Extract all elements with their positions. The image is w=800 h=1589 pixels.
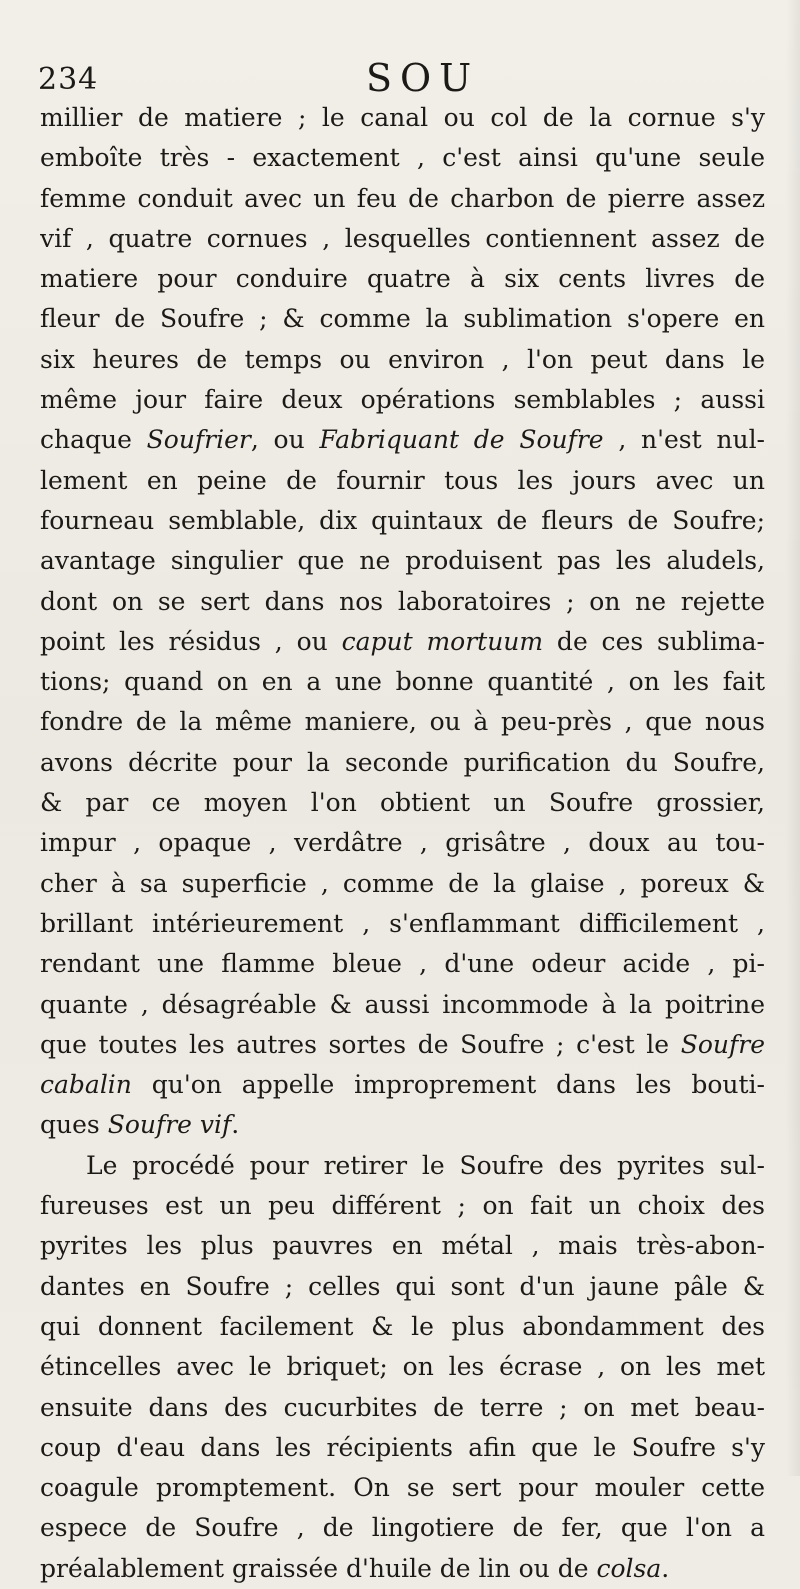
body-text [40, 98, 765, 1589]
text-line: qui donnent facilement & le plus abondamment des [40, 1311, 765, 1341]
text-line: lement en peine de fournir tous les jours avec un [40, 465, 765, 495]
text-line: avantage singulier que ne produisent pas les aludels, [40, 546, 765, 576]
italic-text: cabalin [40, 1070, 132, 1100]
text-segment: qu'on appelle improprement dans les bouti- [131, 1070, 765, 1100]
text-line: fondre de la même maniere, ou à peu-près , que nous [40, 707, 765, 737]
text-line [40, 1549, 765, 1589]
text-line: brillant intérieurement , s'enflammant difficilement , [40, 908, 765, 938]
italic-text: Soufre [680, 1029, 765, 1059]
text-line: quante , désagréable & aussi incommode à la poitrine [40, 989, 765, 1019]
italic-text: Soufrier [146, 425, 251, 455]
text-line: Le procédé pour retirer le Soufre des pyrites sul- [86, 1150, 765, 1180]
italic-text: Fabriquant de Soufre [319, 425, 604, 455]
text-line: même jour faire deux opérations semblables ; aussi [40, 385, 765, 415]
text-line: fureuses est un peu différent ; on fait un choix des [40, 1191, 765, 1221]
text-segment: . [231, 1110, 240, 1140]
text-line: espece de Soufre , de lingotiere de fer, que l'on a [40, 1513, 765, 1543]
text-line: fourneau semblable, dix quintaux de fleurs de Soufre; [40, 505, 765, 535]
text-line [40, 1065, 765, 1105]
text-line: emboîte très - exactement , c'est ainsi qu'une seule [40, 143, 765, 173]
text-segment: , ou [250, 425, 320, 455]
text-line [40, 1105, 765, 1145]
text-line: ensuite dans des cucurbites de terre ; on met beau- [40, 1392, 765, 1422]
text-segment: que toutes les autres sortes de Soufre ; c'est le [40, 1029, 681, 1059]
page-number: 234 [38, 62, 99, 97]
text-line: impur , opaque , verdâtre , grisâtre , doux au tou- [40, 828, 765, 858]
text-segment: de ces sublima- [543, 626, 765, 656]
text-line: femme conduit avec un feu de charbon de pierre assez [40, 183, 765, 213]
text-line: coagule promptement. On se sert pour mouler cette [40, 1473, 765, 1503]
text-line: pyrites les plus pauvres en métal , mais très-abon- [40, 1231, 765, 1261]
text-segment: , n'est nul- [603, 425, 765, 455]
text-line: tions; quand on en a une bonne quantité , on les fait [40, 667, 765, 697]
text-line [40, 420, 765, 460]
italic-text: caput mortuum [341, 626, 544, 656]
text-segment: chaque [40, 425, 147, 455]
text-line: matiere pour conduire quatre à six cents livres de [40, 264, 765, 294]
text-line: six heures de temps ou environ , l'on peut dans le [40, 344, 765, 374]
text-line: cher à sa superficie , comme de la glaise , poreux & [40, 868, 765, 898]
text-line: dantes en Soufre ; celles qui sont d'un jaune pâle & [40, 1271, 765, 1301]
text-line: & par ce moyen l'on obtient un Soufre grossier, [40, 788, 765, 818]
text-segment: . [661, 1553, 670, 1583]
text-segment: préalablement graissée d'huile de lin ou de [40, 1553, 597, 1583]
text-line [40, 622, 765, 662]
italic-text: colsa [596, 1553, 662, 1583]
text-line [40, 1025, 765, 1065]
text-line: étincelles avec le briquet; on les écrase , on les met [40, 1352, 765, 1382]
text-line: avons décrite pour la seconde purification du Soufre, [40, 747, 765, 777]
text-line: dont on se sert dans nos laboratoires ; on ne rejette [40, 586, 765, 616]
running-head [38, 56, 770, 104]
text-line: fleur de Soufre ; & comme la sublimation s'opere en [40, 304, 765, 334]
section-title: SOU [366, 56, 480, 100]
text-segment: ques [40, 1110, 108, 1140]
italic-text: Soufre vif [107, 1110, 232, 1140]
text-line: coup d'eau dans les récipients afin que le Soufre s'y [40, 1432, 765, 1462]
text-segment: point les résidus , ou [40, 626, 342, 656]
text-line: millier de matiere ; le canal ou col de la cornue s'y [40, 103, 765, 132]
text-line: rendant une flamme bleue , d'une odeur acide , pi- [40, 949, 765, 979]
text-line: vif , quatre cornues , lesquelles contiennent assez de [40, 223, 765, 253]
page-edge-shadow [786, 0, 800, 1476]
